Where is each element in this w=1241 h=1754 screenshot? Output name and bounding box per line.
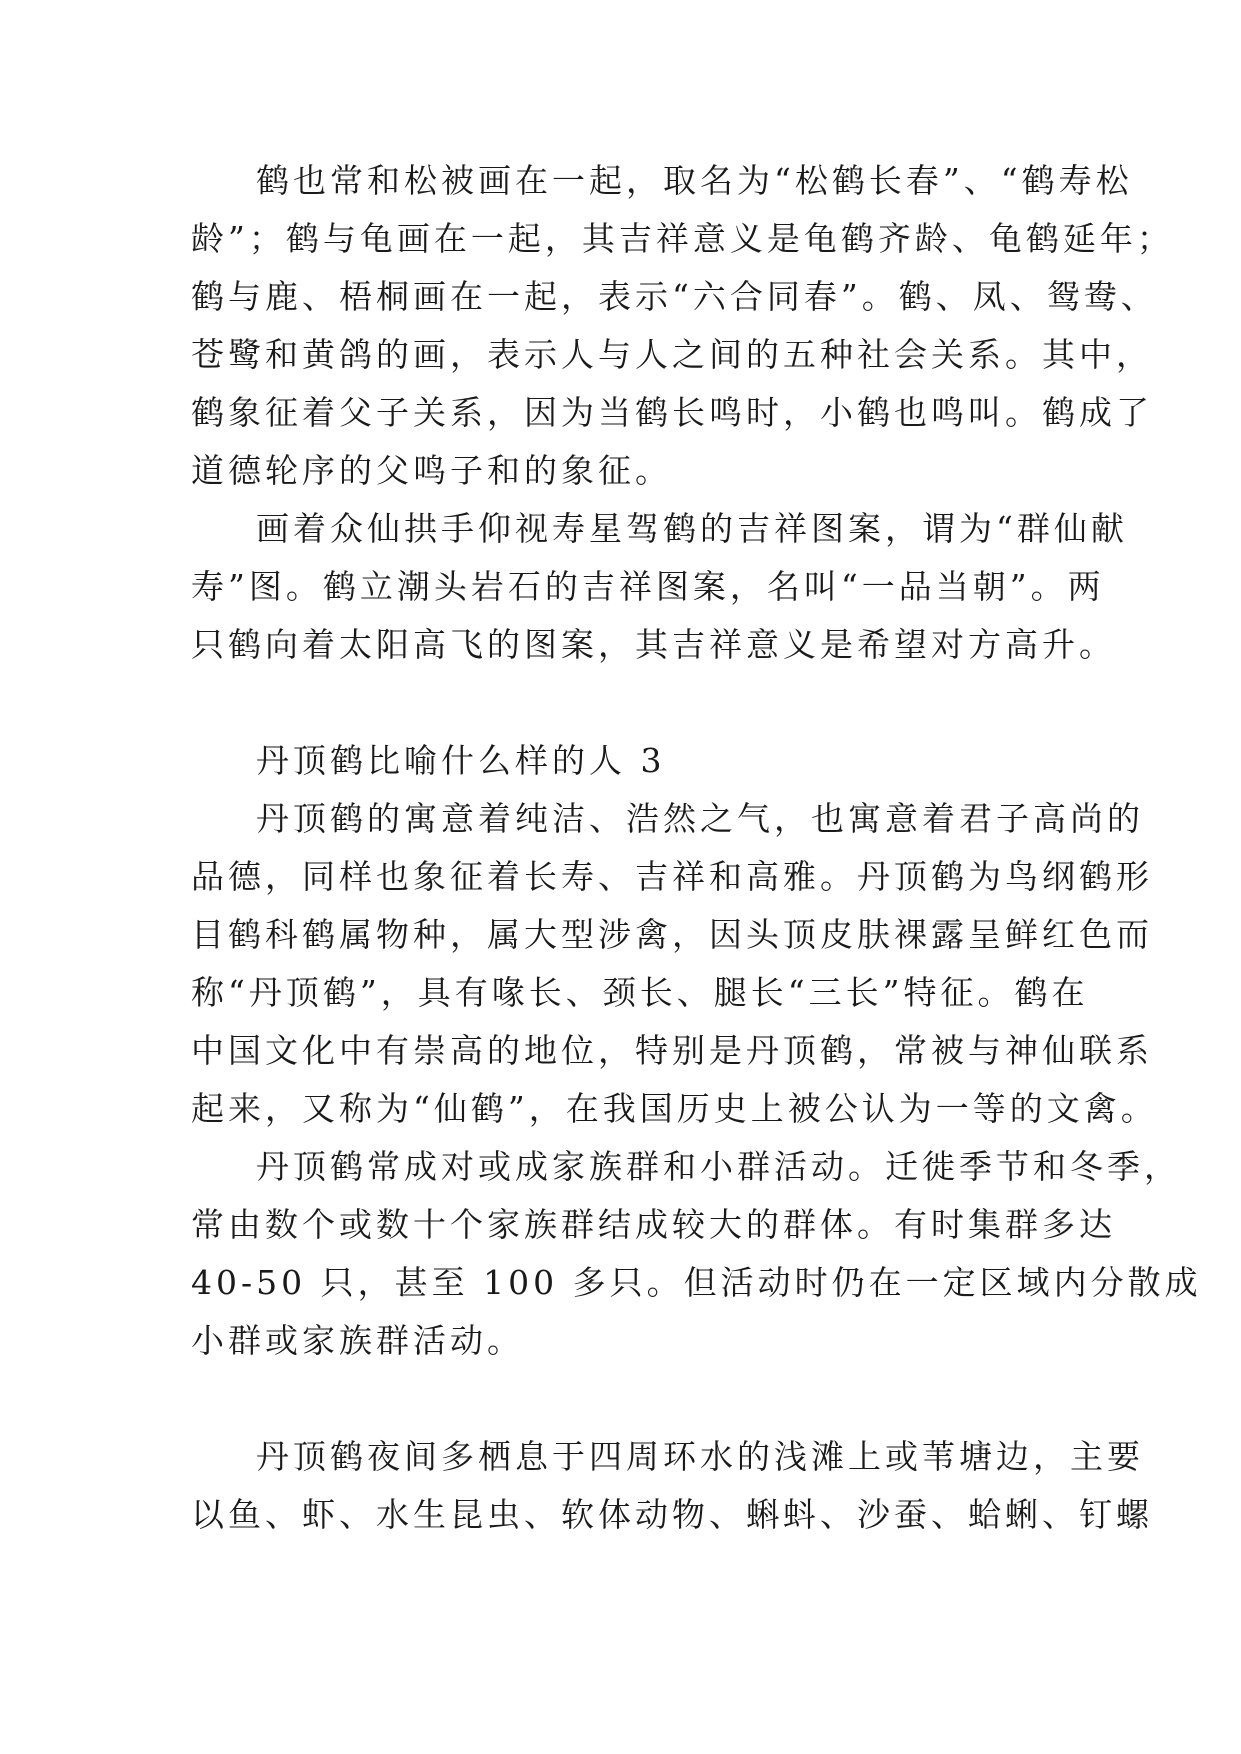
paragraph-3-line-2: 品德，同样也象征着长寿、吉祥和高雅。丹顶鹤为鸟纲鹤形 xyxy=(191,857,1153,896)
paragraph-3-line-3: 目鹤科鹤属物种，属大型涉禽，因头顶皮肤裸露呈鲜红色而 xyxy=(191,915,1153,954)
paragraph-1-line-1: 鹤也常和松被画在一起，取名为“松鹤长春”、“鹤寿松 xyxy=(256,161,1133,200)
paragraph-3-line-6: 起来，又称为“仙鹤”，在我国历史上被公认为一等的文禽。 xyxy=(191,1089,1158,1128)
paragraph-2-line-1: 画着众仙拱手仰视寿星驾鹤的吉祥图案，谓为“群仙献 xyxy=(256,509,1128,548)
paragraph-3-line-5: 中国文化中有崇高的地位，特别是丹顶鹤，常被与神仙联系 xyxy=(191,1031,1153,1070)
paragraph-1-line-6: 道德轮序的父鸣子和的象征。 xyxy=(191,451,672,490)
paragraph-3-line-1: 丹顶鹤的寓意着纯洁、浩然之气，也寓意着君子高尚的 xyxy=(256,799,1144,838)
section-heading: 丹顶鹤比喻什么样的人 3 xyxy=(256,741,666,780)
paragraph-2-line-3: 只鹤向着太阳高飞的图案，其吉祥意义是希望对方高升。 xyxy=(191,625,1116,664)
paragraph-4-line-4: 小群或家族群活动。 xyxy=(191,1321,524,1360)
paragraph-1-line-3: 鹤与鹿、梧桐画在一起，表示“六合同春”。鹤、凤、鸳鸯、 xyxy=(191,277,1158,316)
paragraph-1-line-2: 龄”；鹤与龟画在一起，其吉祥意义是龟鹤齐龄、龟鹤延年； xyxy=(191,219,1174,258)
paragraph-4-line-1: 丹顶鹤常成对或成家族群和小群活动。迁徙季节和冬季， xyxy=(256,1147,1181,1186)
paragraph-4-line-3: 40-50 只，甚至 100 多只。但活动时仍在一定区域内分散成 xyxy=(191,1263,1202,1302)
paragraph-5-line-2: 以鱼、虾、水生昆虫、软体动物、蝌蚪、沙蚕、蛤蜊、钉螺 xyxy=(191,1495,1153,1534)
paragraph-1-line-4: 苍鹭和黄鸽的画，表示人与人之间的五种社会关系。其中， xyxy=(191,335,1153,374)
paragraph-5-line-1: 丹顶鹤夜间多栖息于四周环水的浅滩上或苇塘边，主要 xyxy=(256,1437,1144,1476)
paragraph-3-line-4: 称“丹顶鹤”，具有喙长、颈长、腿长“三长”特征。鹤在 xyxy=(191,973,1089,1012)
paragraph-1-line-5: 鹤象征着父子关系，因为当鹤长鸣时，小鹤也鸣叫。鹤成了 xyxy=(191,393,1153,432)
paragraph-4-line-2: 常由数个或数十个家族群结成较大的群体。有时集群多达 xyxy=(191,1205,1116,1244)
paragraph-2-line-2: 寿”图。鹤立潮头岩石的吉祥图案，名叫“一品当朝”。两 xyxy=(191,567,1105,606)
